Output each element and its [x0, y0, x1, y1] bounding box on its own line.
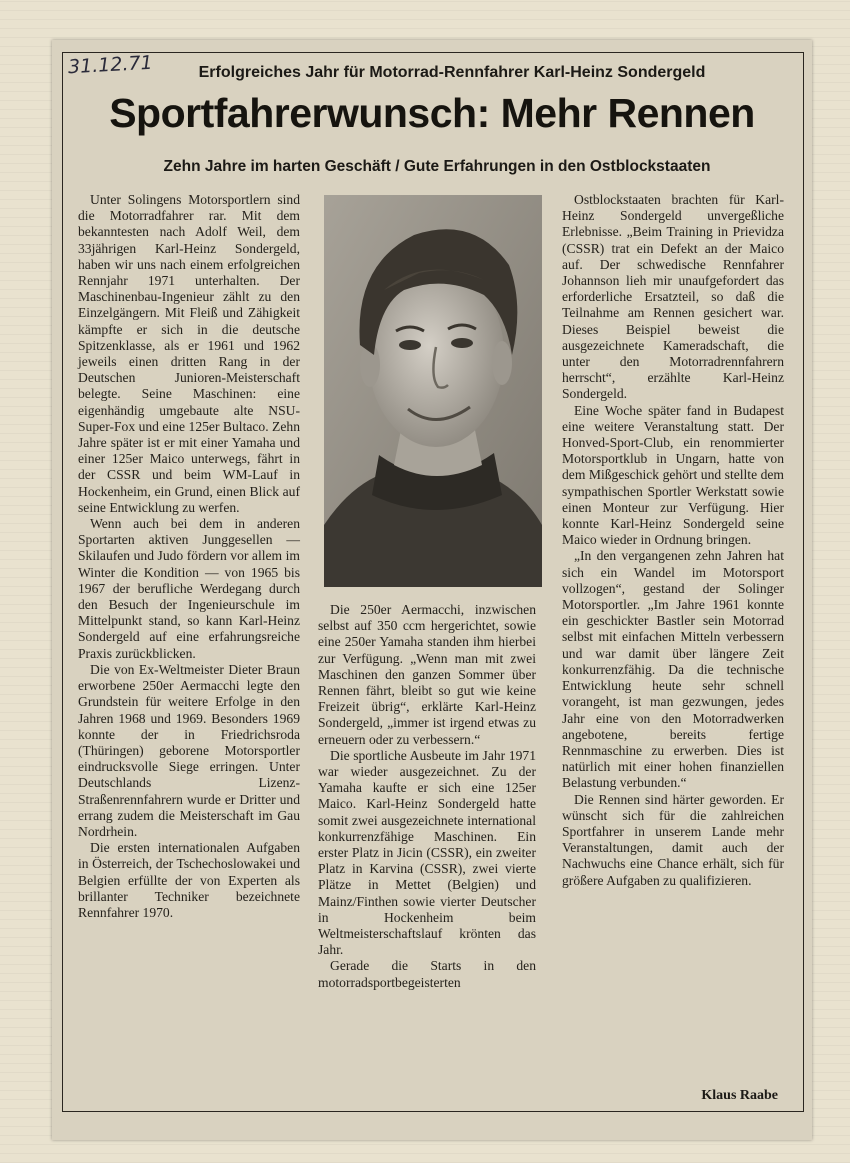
- paragraph: Gerade die Starts in den motorradsportbegeisterten: [318, 958, 536, 990]
- article-column-2: [318, 602, 536, 991]
- paragraph: Unter Solingens Motorsportlern sind die Motorradfahrer rar. Mit dem bekanntesten nach Adolf Weil, dem 33jährigen Karl-Heinz Sondergeld, haben wir uns nach einem erfolgreichen Rennjahr 1971 unterhalten. Der Maschinenbau-Ingenieur zählt zu den Einzelgängern. Mit Fleiß und Zähigkeit kämpfte er sich in die deutsche Spitzenklasse, als er 1961 und 1962 jeweils einen dritten Rang in der Deutschen Junioren-Meisterschaft belegte. Seine Maschinen: eine eigenhändig umgebaute alte NSU-Super-Fox und eine 125er Bultaco. Zehn Jahre später ist er mit einer Yamaha und einer 125er Maico unterwegs, fährt in der CSSR und beim WM-Lauf in Hockenheim, ein Grund, einen Blick auf seine Entwicklung zu werfen.: [78, 192, 300, 515]
- article-column-1: [78, 192, 300, 921]
- author-byline: Klaus Raabe: [701, 1088, 778, 1103]
- paragraph: Ostblockstaaten brachten für Karl-Heinz Sondergeld unvergeßliche Erlebnisse. „Beim Training in Prievidza (CSSR) trat ein Defekt an der Maico auf. Der schwedische Rennfahrer Johannson lieh mir unaufgefordert das erforderliche Ersatzteil, so daß die Teilnahme am Rennen gesichert war. Dieses Beispiel beweist die ausgezeichnete Kameradschaft, die unter den Motorradrennfahrern herrscht“, erzählte Karl-Heinz Sondergeld.: [562, 192, 784, 402]
- paragraph: Die 250er Aermacchi, inzwischen selbst auf 350 ccm hergerichtet, sowie eine 250er Yamaha standen ihm hierbei zur Verfügung. „Wenn man mit zwei Maschinen den ganzen Sommer über Rennen fährt, bleibt so gut wie keine Freizeit übrig“, erklärte Karl-Heinz Sondergeld, „immer ist irgend etwas zu erneuern oder zu verbessern.“: [318, 602, 536, 747]
- subheadline: Zehn Jahre im harten Geschäft / Gute Erfahrungen in den Ostblockstaaten: [163, 158, 711, 175]
- newspaper-clipping: [52, 40, 812, 1140]
- headline: Sportfahrerwunsch: Mehr Rennen: [109, 90, 755, 136]
- handwritten-date: 31.12.71: [67, 51, 154, 79]
- paragraph: Eine Woche später fand in Budapest eine weitere Veranstaltung statt. Der Honved-Sport-Club, ein renommierter Motorsportklub in Ungarn, hatte von dem Mißgeschick gehört und stellte dem sympathischen Sportler Werkstatt sowie einen Monteur zur Verfügung. Hier konnte Karl-Heinz Sondergeld seine Maico wieder in Ordnung bringen.: [562, 402, 784, 548]
- portrait-illustration: [324, 195, 542, 587]
- paragraph: Die sportliche Ausbeute im Jahr 1971 war wieder ausgezeichnet. Zu der Yamaha kaufte er sich eine 125er Maico. Karl-Heinz Sondergeld hatte somit zwei ausgezeichnete international konkurrenzfähige Maschinen. Ein erster Platz in Jicin (CSSR), ein zweiter Platz in Karvina (CSSR), zwei vierte Plätze in Mettet (Belgien) und Mainz/Finthen sowie vierter Deutscher in Hockenheim beim Weltmeisterschaftslauf krönten das Jahr.: [318, 747, 536, 958]
- paragraph: Wenn auch bei dem in anderen Sportarten aktiven Junggesellen — Skilaufen und Judo fördern vor allem im Winter die Kondition — von 1965 bis 1967 der berufliche Werdegang durch den Besuch der Ingenieurschule im Mittelpunkt stand, so kann Karl-Heinz Sondergeld auf eine erfahrungsreiche Praxis zurückblicken.: [78, 516, 300, 661]
- article-column-3: [562, 192, 784, 889]
- kicker-line: Erfolgreiches Jahr für Motorrad-Rennfahrer Karl-Heinz Sondergeld: [198, 64, 706, 81]
- paragraph: Die ersten internationalen Aufgaben in Österreich, der Tschechoslowakei und Belgien erfüllte der von Experten als brillanter Techniker bezeichnete Rennfahrer 1970.: [78, 840, 300, 920]
- paragraph: Die von Ex-Weltmeister Dieter Braun erworbene 250er Aermacchi legte den Grundstein für weitere Erfolge in den Jahren 1968 und 1969. Besonders 1969 konnte der in Friedrichsroda (Thüringen) geborene Motorsportler eindrucksvolle Siege erringen. Unter Deutschlands Lizenz-Straßenrennfahrern wurde er Dritter und errang zudem die Meisterschaft im Gau Nordrhein.: [78, 661, 300, 839]
- paragraph: Die Rennen sind härter geworden. Er wünscht sich für die zahlreichen Sportfahrer in unserem Lande mehr Veranstaltungen, damit auch der Nachwuchs eine Chance erhält, sich für größere Aufgaben zu qualifizieren.: [562, 791, 784, 888]
- portrait-photo: [324, 195, 542, 587]
- paragraph: „In den vergangenen zehn Jahren hat sich ein Wandel im Motorsport vollzogen“, gestand der Solinger Motorsportler. „Im Jahre 1961 konnte ein geschickter Bastler sein Motorrad selbst mit einfachen Mitteln verbessern und war damit über längere Zeit konkurrenzfähig. Da die technische Entwicklung heute sehr schnell vorangeht, ist man gezwungen, jedes Jahr eine von den Motorradwerken angebotene, bereits fertige Rennmaschine zu erwerben. Dies ist natürlich mit einer hohen finanziellen Belastung verbunden.“: [562, 548, 784, 791]
